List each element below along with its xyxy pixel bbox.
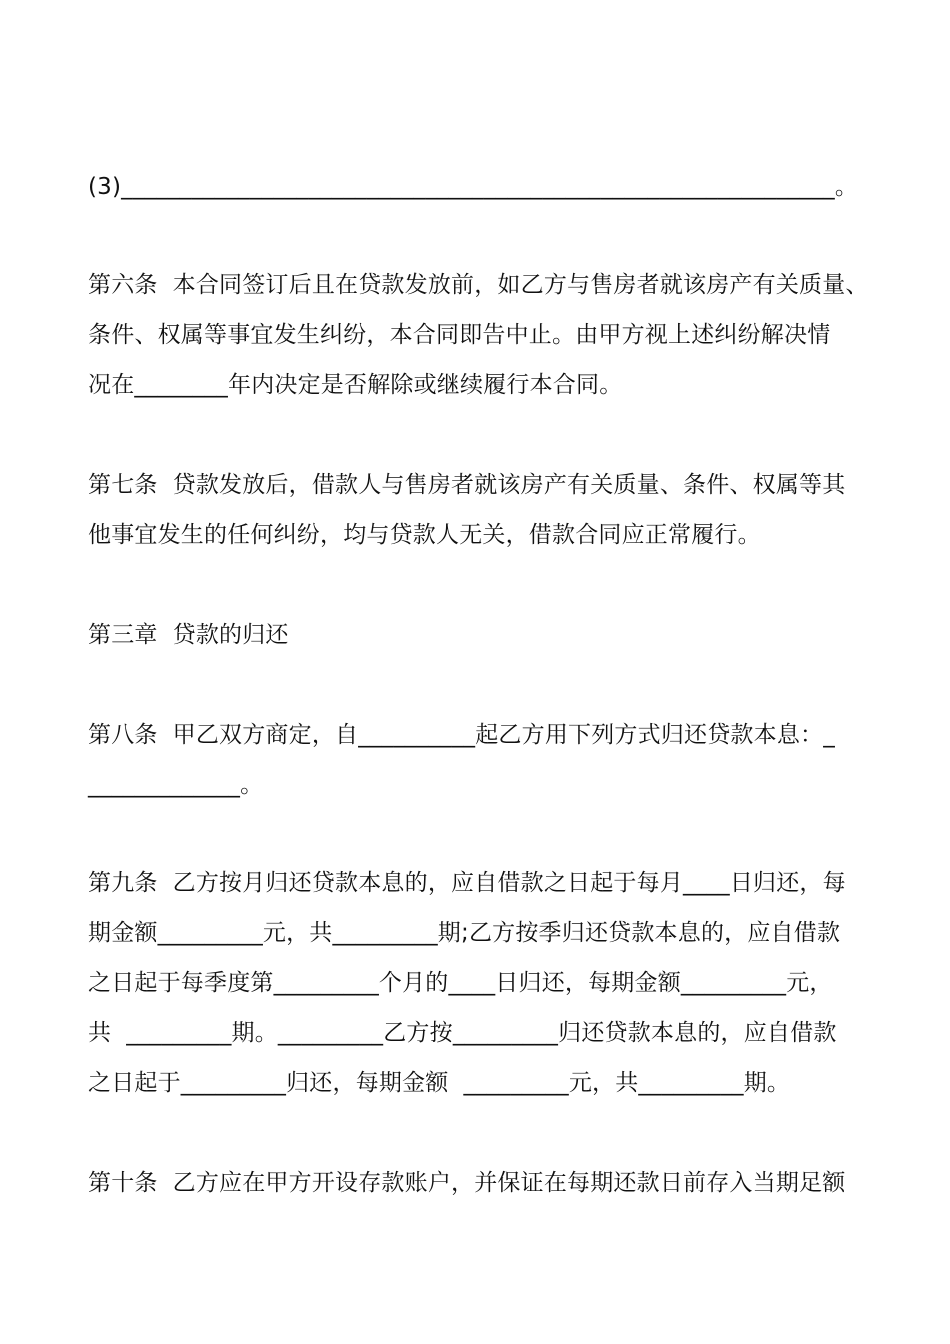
article-eight-line-1: 第八条 甲乙双方商定，自__________起乙方用下列方式归还贷款本息：_ bbox=[88, 722, 835, 748]
article-nine-line-1: 第九条 乙方按月归还贷款本息的，应自借款之日起于每月____日归还，每 bbox=[88, 870, 846, 896]
article-nine-line-2: 期金额_________元，共_________期;乙方按季归还贷款本息的，应自借款 bbox=[88, 920, 841, 946]
clause-five-item-3: (3)_____________________________________________________________。 bbox=[88, 174, 859, 200]
article-nine-line-5: 之日起于_________归还，每期金额 _________元，共_________期。 bbox=[88, 1070, 791, 1096]
article-ten-line-1: 第十条 乙方应在甲方开设存款账户，并保证在每期还款日前存入当期足额 bbox=[88, 1170, 846, 1196]
article-nine-line-4: 共 _________期。_________乙方按_________归还贷款本息的，应自借款 bbox=[88, 1020, 837, 1046]
article-seven-line-1: 第七条 贷款发放后，借款人与售房者就该房产有关质量、条件、权属等其 bbox=[88, 472, 846, 498]
article-six-line-1: 第六条 本合同签订后且在贷款发放前，如乙方与售房者就该房产有关质量、 bbox=[88, 272, 869, 298]
article-seven-line-2: 他事宜发生的任何纠纷，均与贷款人无关，借款合同应正常履行。 bbox=[88, 522, 761, 548]
article-nine-line-3: 之日起于每季度第_________个月的____日归还，每期金额_________元， bbox=[88, 970, 833, 996]
article-six-line-3: 况在________年内决定是否解除或继续履行本合同。 bbox=[88, 372, 623, 398]
article-six-line-2: 条件、权属等事宜发生纠纷，本合同即告中止。由甲方视上述纠纷解决情 bbox=[88, 322, 831, 348]
chapter-three-heading: 第三章 贷款的归还 bbox=[88, 622, 289, 648]
article-eight-line-2: _____________。 bbox=[88, 772, 264, 798]
